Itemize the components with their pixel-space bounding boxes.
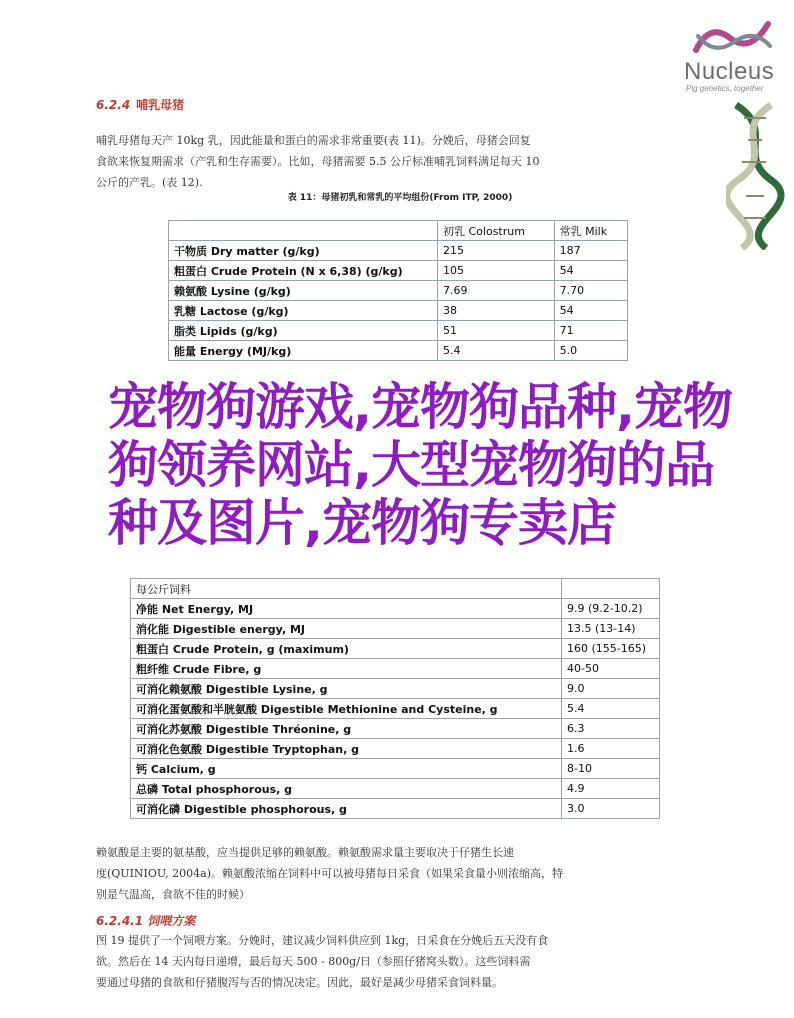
table-cell: 5.0 [554, 341, 627, 361]
paragraph-line: 别是气温高，食欲不佳的时候） [96, 888, 250, 901]
table-cell: 54 [554, 261, 627, 281]
table-cell: 可消化赖氨酸 Digestible Lysine, g [131, 679, 562, 699]
paragraph-1 [96, 130, 706, 193]
table-cell: 7.69 [438, 281, 555, 301]
table-cell: 可消化磷 Digestible phosphorous, g [131, 799, 562, 819]
table-cell: 脂类 Lipids (g/kg) [169, 321, 438, 341]
subsection-paragraph [96, 930, 716, 993]
table-row [131, 619, 660, 639]
table-cell: 7.70 [554, 281, 627, 301]
table-row [131, 659, 660, 679]
table-row [169, 261, 628, 281]
table-cell: 9.9 (9.2-10.2) [562, 599, 660, 619]
paragraph-line: 欲。然后在 14 天内每日递增，最后每天 500 - 800g/日（参照仔猪窝头数）。这些饲料需 [96, 955, 531, 968]
table-cell: 5.4 [438, 341, 555, 361]
table-row [169, 321, 628, 341]
section-number: 6.2.4 [96, 98, 131, 112]
dna-helix-icon [726, 100, 786, 250]
table-row [131, 779, 660, 799]
table-header-row [169, 221, 628, 241]
table-header-cell: 初乳 Colostrum [438, 221, 555, 241]
logo-name: Nucleus [684, 58, 775, 85]
table-cell: 粗蛋白 Crude Protein (N x 6,38) (g/kg) [169, 261, 438, 281]
table-cell: 干物质 Dry matter (g/kg) [169, 241, 438, 261]
table-row [131, 739, 660, 759]
paragraph-line: 图 19 提供了一个饲喂方案。分娩时，建议减少饲料供应到 1kg，日采食在分娩后五天没有食 [96, 934, 549, 947]
table-row [131, 699, 660, 719]
paragraph-line: 度(QUINIOU, 2004a)。赖氨酸浓缩在饲料中可以被母猪每日采食（如果采食量小则浓缩高，特 [96, 867, 564, 880]
table-row [131, 719, 660, 739]
table-cell: 187 [554, 241, 627, 261]
table-row [131, 759, 660, 779]
table-row [131, 599, 660, 619]
subsection-number: 6.2.4.1 [96, 914, 144, 928]
table-11-caption: 表 11：母猪初乳和常乳的平均组份(From ITP, 2000) [287, 193, 513, 203]
table-cell: 乳糖 Lactose (g/kg) [169, 301, 438, 321]
table-cell: 可消化蛋氨酸和半胱氨酸 Digestible Methionine and Cysteine, g [131, 699, 562, 719]
table-cell: 赖氨酸 Lysine (g/kg) [169, 281, 438, 301]
section-title-text: 哺乳母猪 [136, 98, 185, 112]
table-cell: 钙 Calcium, g [131, 759, 562, 779]
table-header-row [131, 579, 660, 599]
table-header-cell: 常乳 Milk [554, 221, 627, 241]
subsection-title [96, 912, 195, 929]
section-title [96, 96, 184, 113]
table-cell: 38 [438, 301, 555, 321]
table-row [131, 799, 660, 819]
table-cell: 能量 Energy (MJ/kg) [169, 341, 438, 361]
table-cell: 160 (155-165) [562, 639, 660, 659]
table-cell: 净能 Net Energy, MJ [131, 599, 562, 619]
subsection-title-text: 饲喂方案 [147, 914, 196, 928]
nucleus-logo-icon [690, 16, 774, 60]
logo-tagline: Pig genetics, together [686, 84, 764, 93]
table-cell: 粗蛋白 Crude Protein, g (maximum) [131, 639, 562, 659]
table-cell: 8-10 [562, 759, 660, 779]
table-cell: 51 [438, 321, 555, 341]
table-cell: 9.0 [562, 679, 660, 699]
table-cell: 13.5 (13-14) [562, 619, 660, 639]
table-cell: 粗纤维 Crude Fibre, g [131, 659, 562, 679]
table-row [169, 301, 628, 321]
table-cell: 可消化苏氨酸 Digestible Thréonine, g [131, 719, 562, 739]
table-cell: 消化能 Digestible energy, MJ [131, 619, 562, 639]
table-cell: 总磷 Total phosphorous, g [131, 779, 562, 799]
table-row [169, 341, 628, 361]
table-cell: 3.0 [562, 799, 660, 819]
table-12 [130, 578, 660, 819]
paragraph-line: 哺乳母猪每天产 10kg 乳，因此能量和蛋白的需求非常重要(表 11)。分娩后，母猪会回复 [96, 134, 531, 147]
table-cell: 1.6 [562, 739, 660, 759]
paragraph-2 [96, 842, 716, 905]
overlay-headline-text[interactable]: 宠物狗游戏,宠物狗品种,宠物狗领养网站,大型宠物狗的品种及图片,宠物狗专卖店 [108, 378, 732, 552]
paragraph-line: 食欲来恢复期需求（产乳和生存需要）。比如，母猪需要 5.5 公斤标准哺乳饲料满足每天 10 [96, 155, 540, 168]
paragraph-line: 赖氨酸是主要的氨基酸，应当提供足够的赖氨酸。赖氨酸需求量主要取决于仔猪生长速 [96, 846, 514, 859]
table-11 [168, 220, 628, 361]
table-cell: 5.4 [562, 699, 660, 719]
table-cell: 105 [438, 261, 555, 281]
table-row [169, 281, 628, 301]
paragraph-line: 要通过母猪的食欲和仔猪腹泻与否的情况决定。因此，最好是减少母猪采食饲料量。 [96, 976, 503, 989]
table-row [131, 679, 660, 699]
table-cell: 4.9 [562, 779, 660, 799]
table-cell: 215 [438, 241, 555, 261]
table-cell: 71 [554, 321, 627, 341]
table-cell: 可消化色氨酸 Digestible Tryptophan, g [131, 739, 562, 759]
table-cell: 40-50 [562, 659, 660, 679]
table-header-cell [169, 221, 438, 241]
table-header-cell: 每公斤饲料 [131, 579, 562, 599]
table-row [131, 639, 660, 659]
table-header-cell [562, 579, 660, 599]
overlay-headline[interactable] [108, 378, 748, 552]
paragraph-line: 公斤的产乳。(表 12). [96, 176, 203, 189]
table-cell: 54 [554, 301, 627, 321]
table-cell: 6.3 [562, 719, 660, 739]
table-row [169, 241, 628, 261]
